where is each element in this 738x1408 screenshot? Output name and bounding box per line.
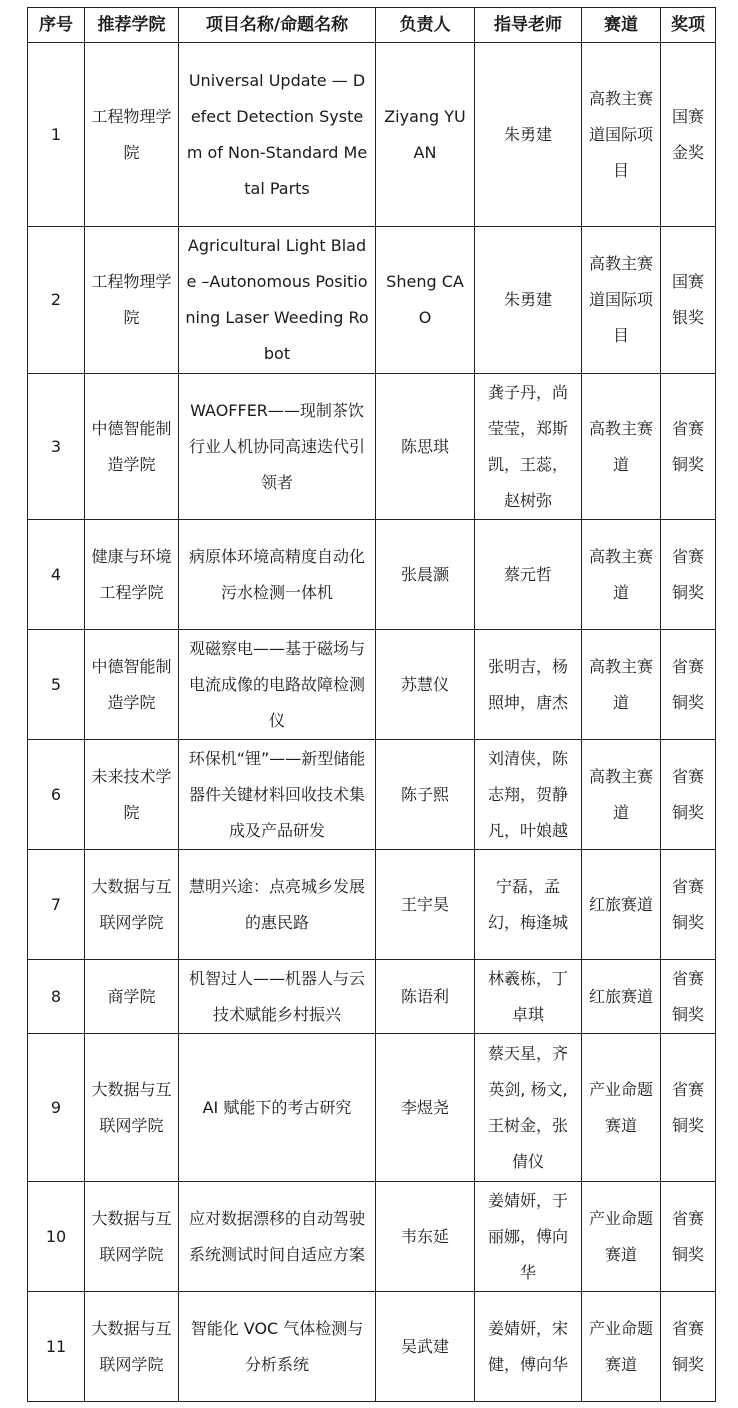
cell-track: 高教主赛道 [582, 520, 661, 630]
cell-project: 环保机“锂”——新型储能器件关键材料回收技术集成及产品研发 [179, 740, 376, 850]
cell-track: 产业命题赛道 [582, 1292, 661, 1402]
cell-number: 5 [28, 630, 85, 740]
cell-award: 国赛金奖 [661, 43, 716, 227]
cell-college: 中德智能制造学院 [85, 374, 179, 520]
table-row [28, 227, 716, 374]
table-header-row [28, 8, 716, 43]
cell-college: 大数据与互联网学院 [85, 1034, 179, 1182]
cell-advisor: 朱勇建 [475, 227, 582, 374]
cell-project: Agricultural Light Blade –Autonomous Positioning Laser Weeding Robot [179, 227, 376, 374]
cell-number: 1 [28, 43, 85, 227]
cell-number: 2 [28, 227, 85, 374]
cell-project: 病原体环境高精度自动化污水检测一体机 [179, 520, 376, 630]
table-row [28, 1182, 716, 1292]
cell-track: 产业命题赛道 [582, 1182, 661, 1292]
table-row [28, 43, 716, 227]
cell-project: 机智过人——机器人与云技术赋能乡村振兴 [179, 960, 376, 1034]
cell-track: 高教主赛道 [582, 374, 661, 520]
cell-track: 红旅赛道 [582, 850, 661, 960]
header-leader: 负责人 [376, 8, 475, 43]
cell-advisor: 张明吉，杨照坤，唐杰 [475, 630, 582, 740]
cell-advisor: 姜婧妍，宋健，傅向华 [475, 1292, 582, 1402]
cell-project: 应对数据漂移的自动驾驶系统测试时间自适应方案 [179, 1182, 376, 1292]
cell-track: 高教主赛道 [582, 740, 661, 850]
header-advisor: 指导老师 [475, 8, 582, 43]
cell-track: 高教主赛道国际项目 [582, 227, 661, 374]
cell-leader: 韦东延 [376, 1182, 475, 1292]
cell-college: 中德智能制造学院 [85, 630, 179, 740]
cell-leader: 李煜尧 [376, 1034, 475, 1182]
cell-award: 省赛铜奖 [661, 630, 716, 740]
cell-project: 慧明兴途：点亮城乡发展的惠民路 [179, 850, 376, 960]
table-row [28, 740, 716, 850]
cell-leader: 陈子熙 [376, 740, 475, 850]
cell-leader: 吴武建 [376, 1292, 475, 1402]
cell-award: 省赛铜奖 [661, 1034, 716, 1182]
cell-track: 产业命题赛道 [582, 1034, 661, 1182]
cell-number: 4 [28, 520, 85, 630]
table-row [28, 374, 716, 520]
cell-award: 省赛铜奖 [661, 1182, 716, 1292]
cell-leader: 陈语利 [376, 960, 475, 1034]
table-row [28, 1292, 716, 1402]
table-row [28, 960, 716, 1034]
cell-college: 商学院 [85, 960, 179, 1034]
cell-college: 工程物理学院 [85, 227, 179, 374]
header-college: 推荐学院 [85, 8, 179, 43]
cell-college: 大数据与互联网学院 [85, 1182, 179, 1292]
table-row [28, 1034, 716, 1182]
cell-advisor: 刘清侠，陈志翔，贺静凡，叶娘越 [475, 740, 582, 850]
cell-leader: Sheng CAO [376, 227, 475, 374]
cell-number: 11 [28, 1292, 85, 1402]
cell-advisor: 姜婧妍，于丽娜，傅向华 [475, 1182, 582, 1292]
cell-project: 观磁察电——基于磁场与电流成像的电路故障检测仪 [179, 630, 376, 740]
cell-leader: 王宇昊 [376, 850, 475, 960]
cell-number: 7 [28, 850, 85, 960]
cell-advisor: 龚子丹，尚莹莹，郑斯凯，王蕊，赵树弥 [475, 374, 582, 520]
cell-college: 工程物理学院 [85, 43, 179, 227]
cell-award: 省赛铜奖 [661, 1292, 716, 1402]
cell-number: 3 [28, 374, 85, 520]
cell-number: 8 [28, 960, 85, 1034]
cell-number: 10 [28, 1182, 85, 1292]
header-number: 序号 [28, 8, 85, 43]
header-track: 赛道 [582, 8, 661, 43]
cell-award: 省赛铜奖 [661, 374, 716, 520]
cell-advisor: 林羲栋，丁卓琪 [475, 960, 582, 1034]
table-row [28, 520, 716, 630]
cell-project: AI 赋能下的考古研究 [179, 1034, 376, 1182]
cell-college: 大数据与互联网学院 [85, 850, 179, 960]
cell-advisor: 蔡天星，齐英剑, 杨文,王树金，张倩仪 [475, 1034, 582, 1182]
cell-track: 红旅赛道 [582, 960, 661, 1034]
cell-advisor: 朱勇建 [475, 43, 582, 227]
cell-advisor: 宁磊，孟幻，梅逢城 [475, 850, 582, 960]
cell-project: 智能化 VOC 气体检测与分析系统 [179, 1292, 376, 1402]
cell-leader: Ziyang YUAN [376, 43, 475, 227]
cell-college: 大数据与互联网学院 [85, 1292, 179, 1402]
cell-track: 高教主赛道国际项目 [582, 43, 661, 227]
cell-leader: 陈思琪 [376, 374, 475, 520]
cell-advisor: 蔡元哲 [475, 520, 582, 630]
cell-track: 高教主赛道 [582, 630, 661, 740]
cell-award: 省赛铜奖 [661, 740, 716, 850]
cell-number: 9 [28, 1034, 85, 1182]
cell-award: 国赛银奖 [661, 227, 716, 374]
cell-project: Universal Update — Defect Detection System of Non-Standard Metal Parts [179, 43, 376, 227]
cell-award: 省赛铜奖 [661, 850, 716, 960]
cell-project: WAOFFER——现制茶饮行业人机协同高速迭代引领者 [179, 374, 376, 520]
cell-college: 未来技术学院 [85, 740, 179, 850]
table-row [28, 850, 716, 960]
cell-college: 健康与环境工程学院 [85, 520, 179, 630]
award-table [27, 7, 716, 1402]
header-project: 项目名称/命题名称 [179, 8, 376, 43]
cell-award: 省赛铜奖 [661, 960, 716, 1034]
cell-number: 6 [28, 740, 85, 850]
header-award: 奖项 [661, 8, 716, 43]
cell-award: 省赛铜奖 [661, 520, 716, 630]
cell-leader: 张晨灏 [376, 520, 475, 630]
cell-leader: 苏慧仪 [376, 630, 475, 740]
table-row [28, 630, 716, 740]
